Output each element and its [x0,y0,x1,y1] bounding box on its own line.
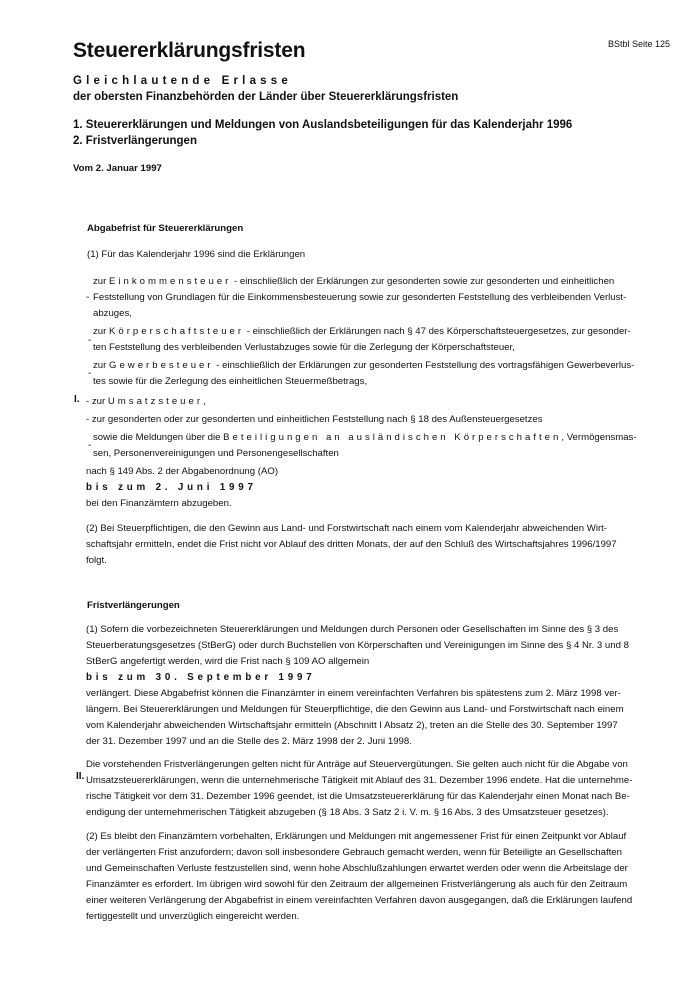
bullet-income-tax-line-2: Feststellung von Grundlagen für die Einkommensbesteuerung sowie zur gesonderten Feststellung des verbleibenden Verlust- [93,292,627,303]
bullet-trade-tax-line-2: tes sowie für die Zerlegung des einheitlichen Steuermeßbetrags, [93,376,368,387]
bullet-corporate-tax-line-2: ten Feststellung des verbleibenden Verlustabzuges sowie für die Zerlegung der Körperschaftsteuer, [93,342,515,353]
section-2-numeral: II. [76,771,85,782]
section-1-numeral: I. [74,394,80,405]
section-2-note-line-2: Umsatzsteuererklärungen, wenn die unternehmerische Tätigkeit mit Ablauf des 31. Dezember 1996 endete. Hat die unternehme- [86,775,633,786]
section-1-para-2-line-3: folgt. [86,555,107,566]
bullet-dash: - [88,335,92,346]
subtitle-authorities: der obersten Finanzbehörden der Länder über Steuererklärungsfristen [73,91,459,103]
bullet-vat: - zur Umsatzsteuer, [86,396,206,407]
deadline-june: bis zum 2. Juni 1997 [86,482,257,493]
section-1-para-2-line-1: (2) Bei Steuerpflichtigen, die den Gewinn aus Land- und Forstwirtschaft nach einem vom Kalenderjahr abweichenden Wirt- [86,523,607,534]
bullet-income-tax-line-1: zur Einkommensteuer - einschließlich der Erklärungen zur gesonderten sowie zur gesonderten und einheitlichen [93,276,615,287]
section-2-note-line-1: Die vorstehenden Fristverlängerungen gelten nicht für Anträge auf Steuervergütungen. Sie gelten auch nicht für die Abgabe von [86,759,628,770]
page-reference: BStbl Seite 125 [607,39,670,49]
section-2-para-1-line-1: (1) Sofern die vorbezeichneten Steuererklärungen und Meldungen durch Personen oder Gesellschaften im Sinne des § 3 des [86,624,619,635]
section-1-intro: (1) Für das Kalenderjahr 1996 sind die Erklärungen [87,249,306,260]
bullet-foreign-holdings-line-2: sen, Personenvereinigungen und Personengesellschaften [93,448,339,459]
section-1-para-2-line-2: schaftsjahr ermitteln, endet die Frist nicht vor Ablauf des dritten Monats, der auf den Schluß des Wirtschaftsjahres 1996/1997 [86,539,617,550]
bullet-dash: - [88,440,92,451]
section-2-para-2-line-1: (2) Es bleibt den Finanzämtern vorbehalten, Erklärungen und Meldungen mit angemessener Frist für einen Zeitpunkt vor Ablauf [86,831,627,842]
section-2-para-2-line-5: einer weiteren Verlängerung der Abgabefrist in einem vereinfachten Verfahren davon ausgegangen, daß die Erklärungen laufend [86,895,633,906]
subject-item-2: 2. Fristverlängerungen [73,135,197,147]
section-2-para-2-line-4: Finanzämter es erfordert. Im übrigen wird sowohl für den Zeitraum der allgemeinen Fristverlängerung als auch für den Zeitraum [86,879,628,890]
bullet-foreign-tax-act: - zur gesonderten oder zur gesonderten und einheitlichen Feststellung nach § 18 des Außensteuergesetzes [86,414,543,425]
decree-date: Vom 2. Januar 1997 [73,163,162,174]
section-2-para-1-line-6: vom Kalenderjahr abweichenden Wirtschaftsjahr ermitteln (Abschnitt I Absatz 2), treten an die Stelle des 30. September 1997 [86,720,618,731]
section-2-para-1-line-4: verlängert. Diese Abgabefrist können die Finanzämter in einem vereinfachten Verfahren bis spätestens zum 2. März 1998 ver- [86,688,621,699]
section-2-para-1-line-7: der 31. Dezember 1997 und an die Stelle des 2. März 1998 der 2. Juni 1998. [86,736,412,747]
subtitle-decree: Gleichlautende Erlasse [73,75,292,87]
section-2-para-1-line-5: längern. Bei Steuererklärungen und Meldungen für Steuerpflichtige, die den Gewinn aus Land- und Forstwirtschaft nach einem [86,704,624,715]
bullet-trade-tax-line-1: zur Gewerbesteuer - einschließlich der Erklärungen zur gesonderten Feststellung des vortragsfähigen Gewerbeverlus- [93,360,635,371]
section-2-note-line-3: rische Tätigkeit vor dem 31. Dezember 1996 geendet, ist die Umsatzsteuererklärung für das Kalenderjahr einen Monat nach Be- [86,791,630,802]
bullet-income-tax-line-3: abzuges, [93,308,132,319]
section-2-para-2-line-2: der verlängerten Frist anzufordern; davon soll insbesondere Gebrauch gemacht werden, wenn für Beteiligte an Gesellschaften [86,847,622,858]
section-2-para-1-line-3: StBerG angefertigt werden, wird die Frist nach § 109 AO allgemein [86,656,370,667]
page-title: Steuererklärungsfristen [73,39,306,62]
bullet-dash: - [88,368,92,379]
bullet-foreign-holdings-line-1: sowie die Meldungen über die Beteiligungen an ausländischen Körperschaften, Vermögensmas- [93,432,637,443]
section-1-heading: Abgabefrist für Steuererklärungen [87,223,244,234]
section-2-para-2-line-6: fertiggestellt und unverzüglich eingereicht werden. [86,911,300,922]
section-2-heading: Fristverlängerungen [87,600,180,611]
subject-item-1: 1. Steuererklärungen und Meldungen von Auslandsbeteiligungen für das Kalenderjahr 1996 [73,119,573,131]
bullet-corporate-tax-line-1: zur Körperschaftsteuer - einschließlich der Erklärungen nach § 47 des Körperschaftsteuergesetzes, zur gesonder- [93,326,631,337]
section-2-para-2-line-3: und Gemeinschaften Verluste festzustellen sind, wenn hohe Abschlußzahlungen erwartet werden oder wenn die Arbeitslage der [86,863,628,874]
section-2-para-1-line-2: Steuerberatungsgesetzes (StBerG) oder durch Buchstellen von Körperschaften und Vereinigungen im Sinne des § 4 Nr. 3 und 8 [86,640,629,651]
legal-reference: nach § 149 Abs. 2 der Abgabenordnung (AO) [86,466,279,477]
bullet-dash: - [86,292,90,303]
submit-instruction: bei den Finanzämtern abzugeben. [86,498,232,509]
deadline-september: bis zum 30. September 1997 [86,672,316,683]
section-2-note-line-4: endigung der unternehmerischen Tätigkeit abzugeben (§ 18 Abs. 3 Satz 2 i. V. m. § 16 Abs. 3 des Umsatzsteuer gesetzes). [86,807,609,818]
